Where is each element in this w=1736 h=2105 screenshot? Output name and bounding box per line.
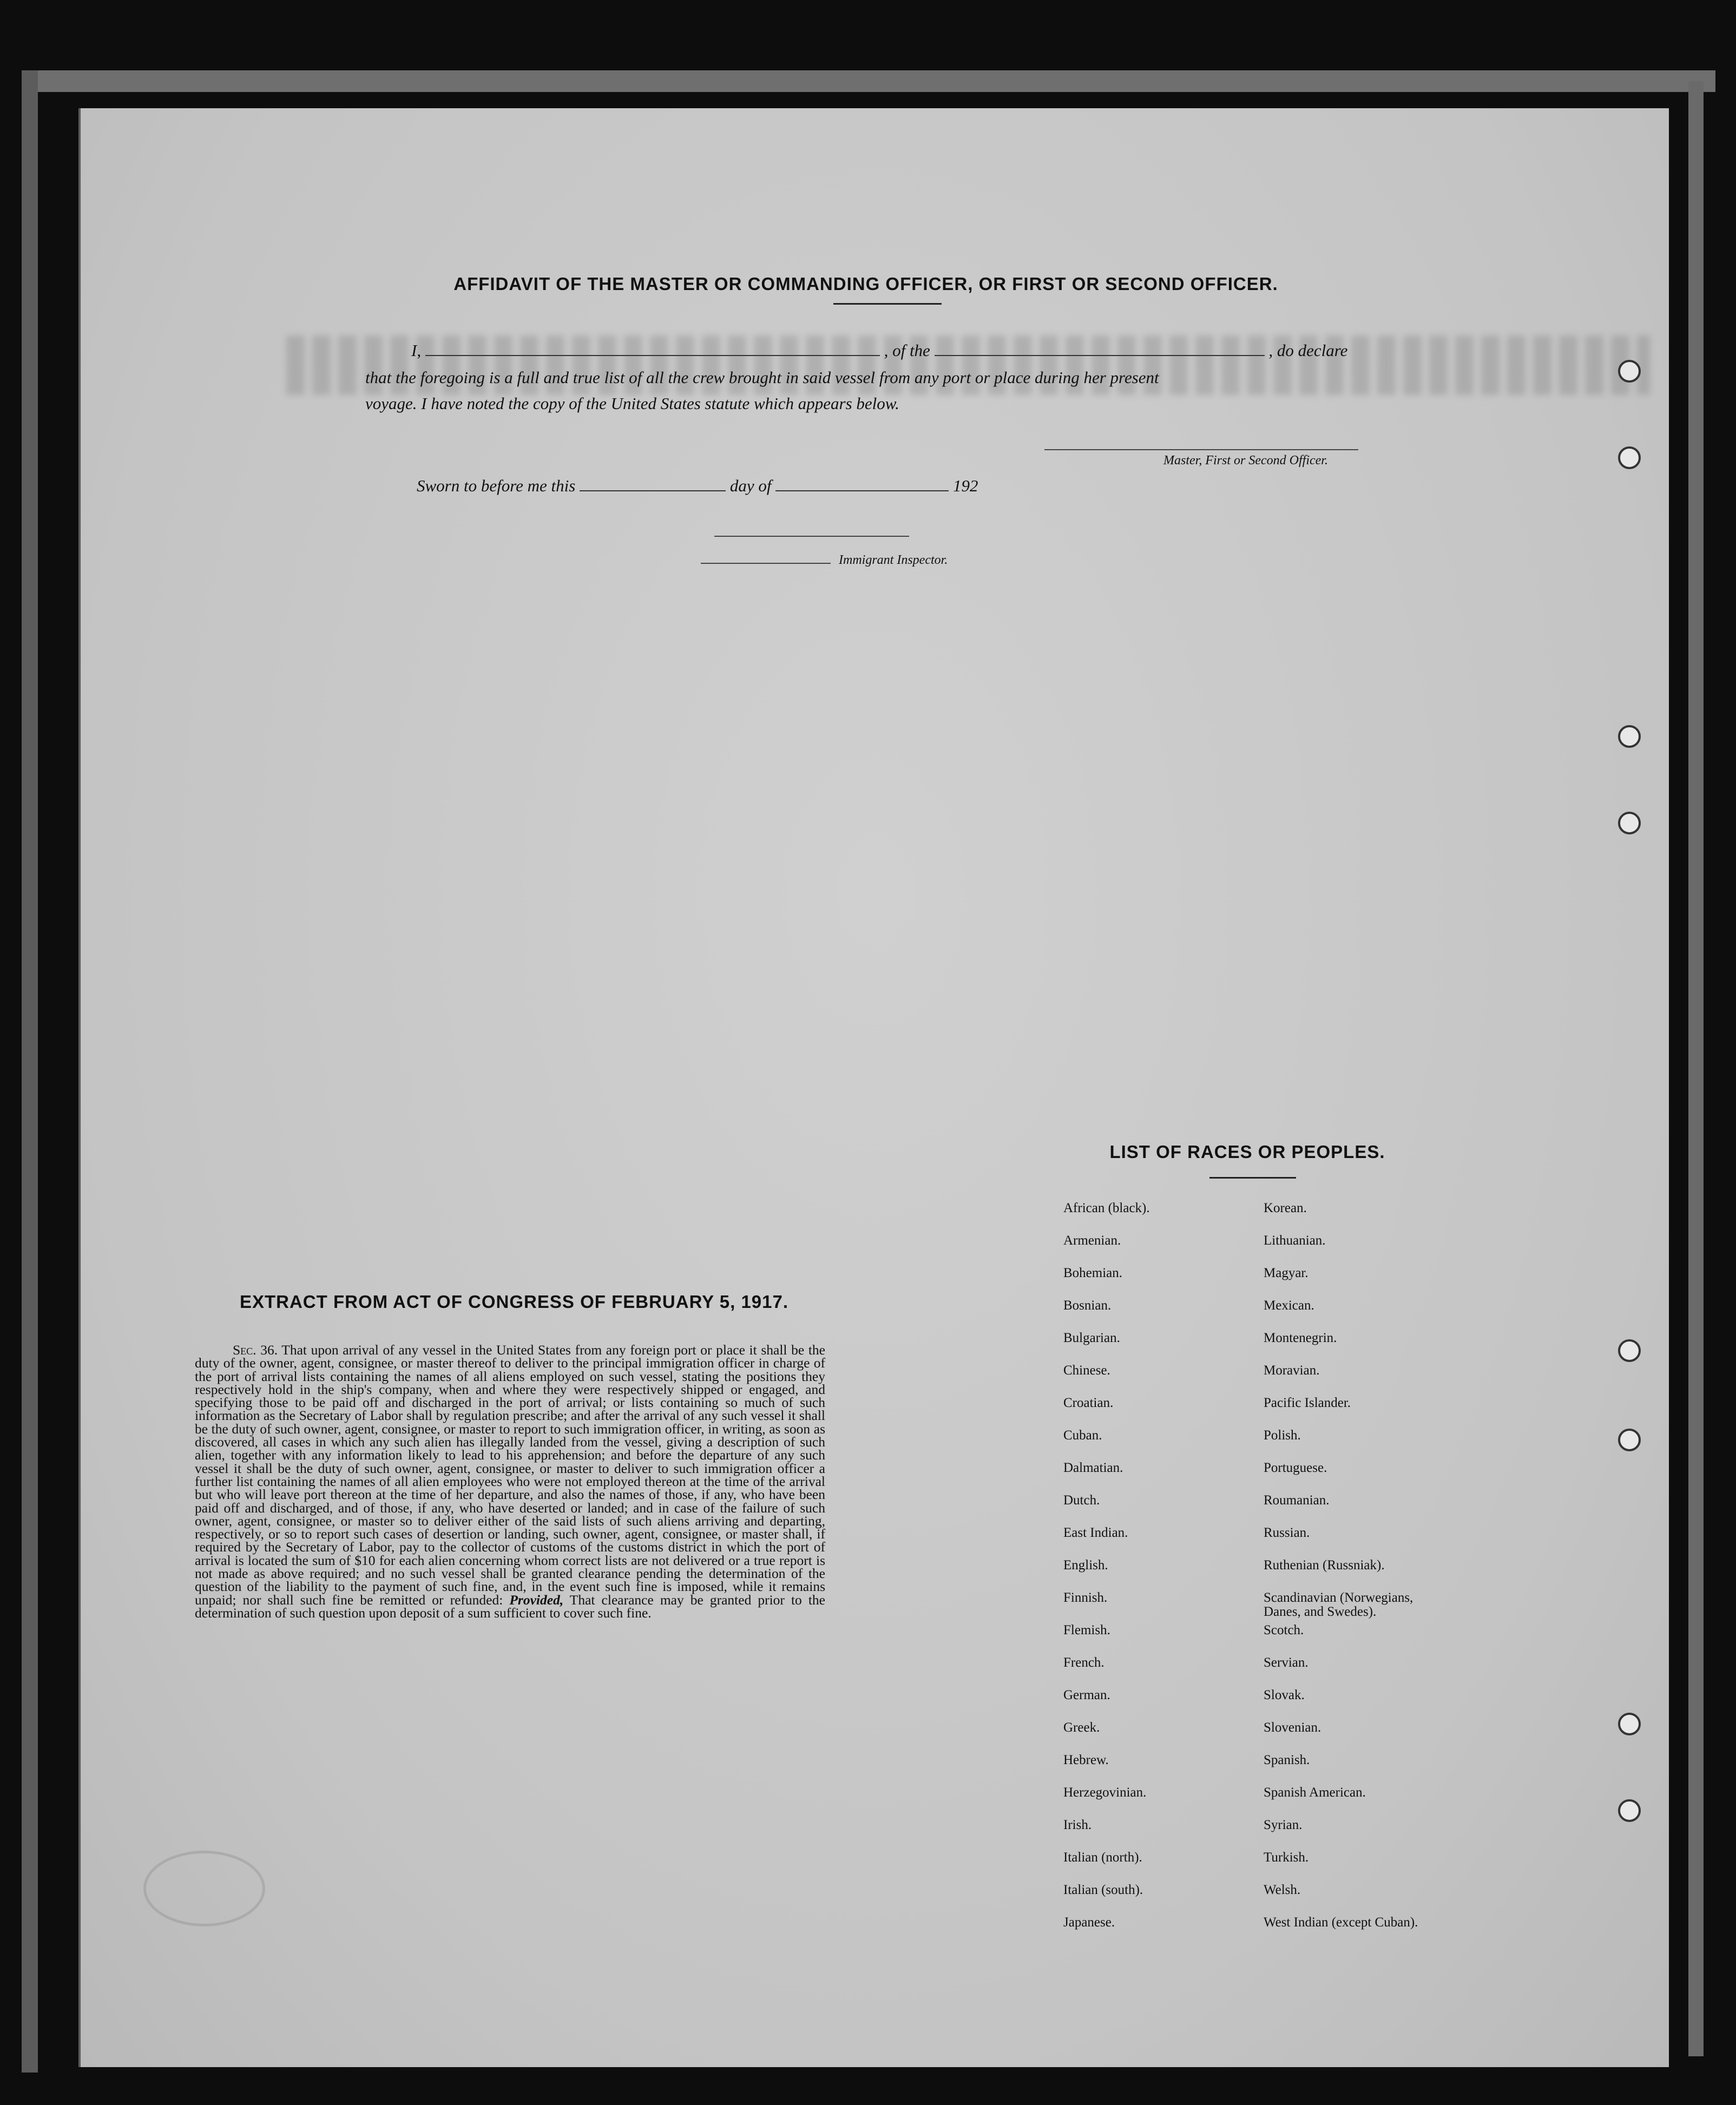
declaration-line-2: that the foregoing is a full and true list of all the crew brought in said vessel from any port or place during her present <box>365 368 1159 387</box>
race-entry: Flemish. <box>1063 1623 1110 1637</box>
race-entry: African (black). <box>1063 1201 1150 1215</box>
race-entry: East Indian. <box>1063 1525 1128 1540</box>
race-entry: Polish. <box>1264 1428 1301 1443</box>
race-entry: West Indian (except Cuban). <box>1264 1915 1418 1930</box>
race-entry: Slovenian. <box>1264 1720 1321 1735</box>
race-entry: Italian (north). <box>1063 1850 1142 1865</box>
vessel-blank <box>935 342 1265 356</box>
race-entry: Spanish. <box>1264 1753 1310 1767</box>
day-blank <box>580 477 726 491</box>
section-text-part2: That clearance may be granted prior to the determination of such question upon deposit of a sum sufficient to cover such fine. <box>195 1591 825 1621</box>
race-entry: Portuguese. <box>1264 1461 1327 1475</box>
race-entry: German. <box>1063 1688 1110 1702</box>
race-entry: English. <box>1063 1558 1108 1573</box>
sworn-line <box>417 476 978 496</box>
affidavit-title: AFFIDAVIT OF THE MASTER OR COMMANDING OFFICER, OR FIRST OR SECOND OFFICER. <box>453 274 1278 294</box>
race-entry: Croatian. <box>1063 1396 1114 1410</box>
race-entry: Lithuanian. <box>1264 1233 1326 1248</box>
race-entry: Montenegrin. <box>1264 1331 1337 1345</box>
inspector-label: Immigrant Inspector. <box>839 553 948 567</box>
film-edge-right <box>1688 81 1704 2056</box>
race-entry: Armenian. <box>1063 1233 1121 1248</box>
race-entry: Greek. <box>1063 1720 1100 1735</box>
declare-i-text: I, <box>411 341 422 360</box>
race-entry: Servian. <box>1264 1655 1308 1670</box>
race-entry: Dalmatian. <box>1063 1461 1123 1475</box>
race-entry: Irish. <box>1063 1818 1092 1832</box>
race-entry: Scotch. <box>1264 1623 1304 1637</box>
section-label: Sec. 36. <box>233 1342 278 1358</box>
race-entry: Korean. <box>1264 1201 1307 1215</box>
year-text: 192 <box>952 476 978 495</box>
binder-hole <box>1618 725 1641 748</box>
race-entry: Italian (south). <box>1063 1883 1143 1897</box>
of-the-text: , of the <box>884 341 930 360</box>
race-entry: Turkish. <box>1264 1850 1309 1865</box>
race-entry: Chinese. <box>1063 1363 1110 1378</box>
section-36-text <box>195 1344 825 1620</box>
oath-line <box>714 536 909 537</box>
race-entry: Cuban. <box>1063 1428 1102 1443</box>
binder-hole <box>1618 1799 1641 1822</box>
races-title: LIST OF RACES OR PEOPLES. <box>1109 1142 1385 1162</box>
race-entry: Hebrew. <box>1063 1753 1109 1767</box>
race-entry: Mexican. <box>1264 1298 1314 1313</box>
race-entry: Dutch. <box>1063 1493 1100 1508</box>
provided-word: Provided, <box>509 1591 564 1608</box>
race-entry: Russian. <box>1264 1525 1310 1540</box>
race-entry: Bohemian. <box>1063 1266 1123 1280</box>
binder-hole <box>1618 812 1641 834</box>
binder-hole <box>1618 360 1641 383</box>
race-entry: Finnish. <box>1063 1590 1108 1605</box>
binder-hole <box>1618 1713 1641 1735</box>
master-signature-label: Master, First or Second Officer. <box>1163 453 1328 468</box>
race-entry: Syrian. <box>1264 1818 1303 1832</box>
declaration-line-3: voyage. I have noted the copy of the United States statute which appears below. <box>365 394 899 413</box>
races-title-rule <box>1209 1177 1296 1179</box>
race-entry: Magyar. <box>1264 1266 1308 1280</box>
name-blank <box>425 342 880 356</box>
day-of-text: day of <box>729 476 772 495</box>
race-entry: Japanese. <box>1063 1915 1115 1930</box>
section-text-part1: That upon arrival of any vessel in the United States from any foreign port or place it shall be the duty of the owner, agent, consignee, or master thereof to deliver to the principal immigration officer in charge of the port of arrival lists containing the names of all aliens employed on such vessel, stating the positions they respectively hold in the ship's company, when and where they were respectively shipped or engaged, and specifying those to be paid off and discharged in the port of arrival; or lists containing so much of such information as the Secretary of Labor shall by regulation prescribe; and after the arrival of any such vessel it shall be the duty of such owner, agent, consignee, or master to report to such immigration officer, in writing, as soon as discovered, all cases in which any such alien has illegally landed from the vessel, giving a description of such alien, together with any information likely to lead to his apprehension; and before the departure of any such vessel it shall be the duty of such owner, agent, consignee, or master to deliver to such immigration officer a further list containing the names of all alien employees who were not employed thereon at the time of the arrival but who will leave port thereon at the time of her departure, and also the names of those, if any, who have been paid off and discharged, and of those, if any, who have deserted or landed; and in case of the failure of such owner, agent, consignee, or master so to deliver either of the said lists of such aliens arriving and departing, respectively, or so to report such cases of desertion or landing, such owner, agent, consignee, or master shall, if required by the Secretary of Labor, pay to the collector of customs of the customs district in which the port of arrival is located the sum of $10 for each alien concerning whom correct lists are not delivered or a true report is not made as above required; and no such vessel shall be granted clearance pending the determination of the question of the liability to the payment of such fine, and, in the event such fine is imposed, while it remains unpaid; nor shall such fine be remitted or refunded: <box>195 1342 825 1608</box>
race-entry: Bulgarian. <box>1063 1331 1120 1345</box>
binder-hole <box>1618 1339 1641 1362</box>
do-declare-text: , do declare <box>1268 341 1348 360</box>
binder-hole <box>1618 1429 1641 1451</box>
race-entry: Welsh. <box>1264 1883 1301 1897</box>
race-entry: French. <box>1063 1655 1104 1670</box>
master-signature-line <box>1044 449 1358 450</box>
film-edge-left <box>22 70 38 2073</box>
race-entry: Pacific Islander. <box>1264 1396 1351 1410</box>
race-entry: Bosnian. <box>1063 1298 1112 1313</box>
faded-stamp <box>143 1851 265 1926</box>
affidavit-title-rule <box>833 303 942 305</box>
month-blank <box>775 477 949 491</box>
declaration-line-1 <box>411 341 1347 360</box>
race-entry: Spanish American. <box>1264 1785 1366 1800</box>
race-entry: Ruthenian (Russniak). <box>1264 1558 1385 1573</box>
race-entry: Roumanian. <box>1264 1493 1330 1508</box>
film-edge-top <box>22 70 1715 92</box>
race-entry: Slovak. <box>1264 1688 1305 1702</box>
sworn-prefix: Sworn to before me this <box>417 476 576 495</box>
binder-hole <box>1618 446 1641 469</box>
race-entry: Herzegovinian. <box>1063 1785 1147 1800</box>
race-entry: Moravian. <box>1264 1363 1320 1378</box>
race-entry: Scandinavian (Norwegians, Danes, and Swedes). <box>1264 1590 1413 1619</box>
extract-title: EXTRACT FROM ACT OF CONGRESS OF FEBRUARY 5, 1917. <box>239 1292 789 1312</box>
inspector-signature-line <box>701 563 831 564</box>
